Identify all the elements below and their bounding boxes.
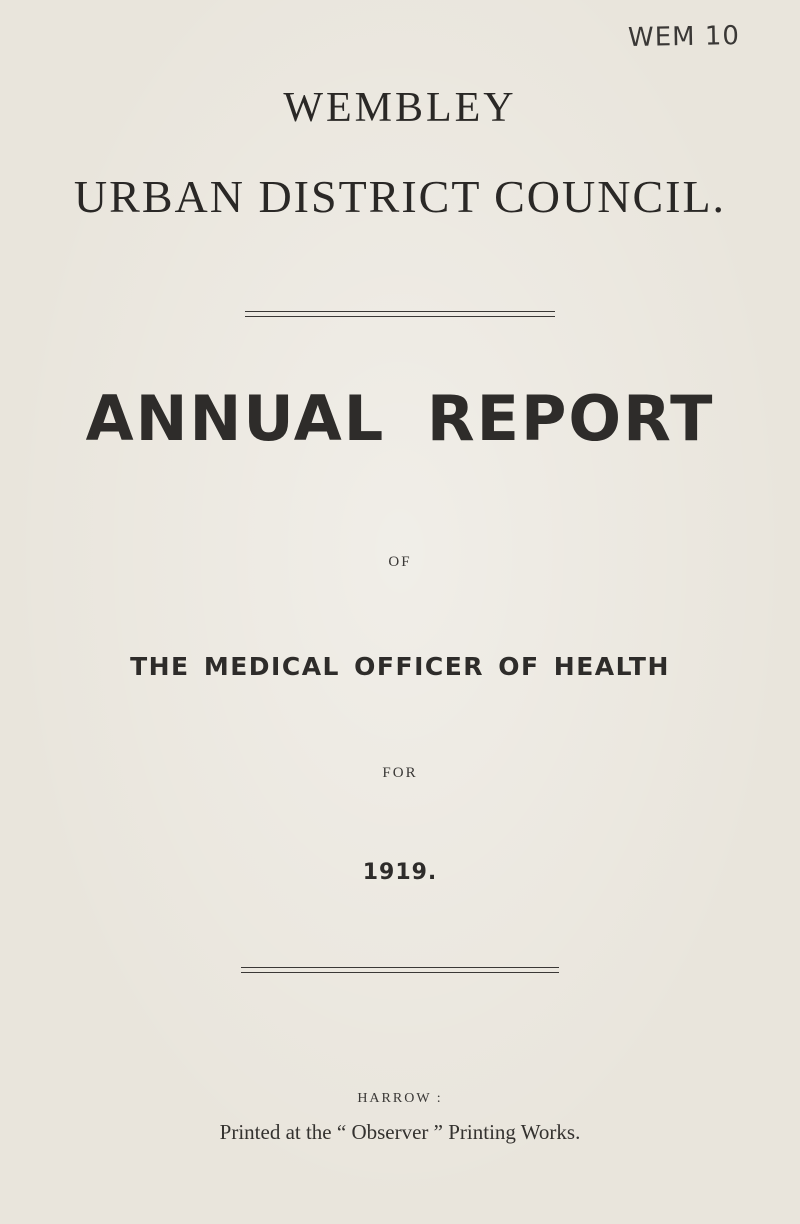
title-medical-officer: THE MEDICAL OFFICER OF HEALTH bbox=[130, 652, 670, 681]
divider-top bbox=[245, 311, 555, 312]
connector-of: OF bbox=[388, 554, 412, 570]
divider-bottom bbox=[241, 967, 559, 968]
connector-for: FOR bbox=[382, 765, 418, 781]
title-annual-report: ANNUAL REPORT bbox=[85, 382, 715, 455]
imprint-place: HARROW : bbox=[357, 1091, 443, 1106]
divider-top-secondary bbox=[245, 316, 555, 317]
report-year: 1919. bbox=[362, 860, 438, 885]
imprint-printer: Printed at the “ Observer ” Printing Works. bbox=[219, 1120, 581, 1144]
handwritten-reference-mark: WEM 10 bbox=[627, 21, 741, 53]
divider-bottom-secondary bbox=[241, 972, 559, 973]
heading-council: URBAN DISTRICT COUNCIL. bbox=[73, 171, 727, 222]
heading-wembley: WEMBLEY bbox=[283, 85, 517, 131]
